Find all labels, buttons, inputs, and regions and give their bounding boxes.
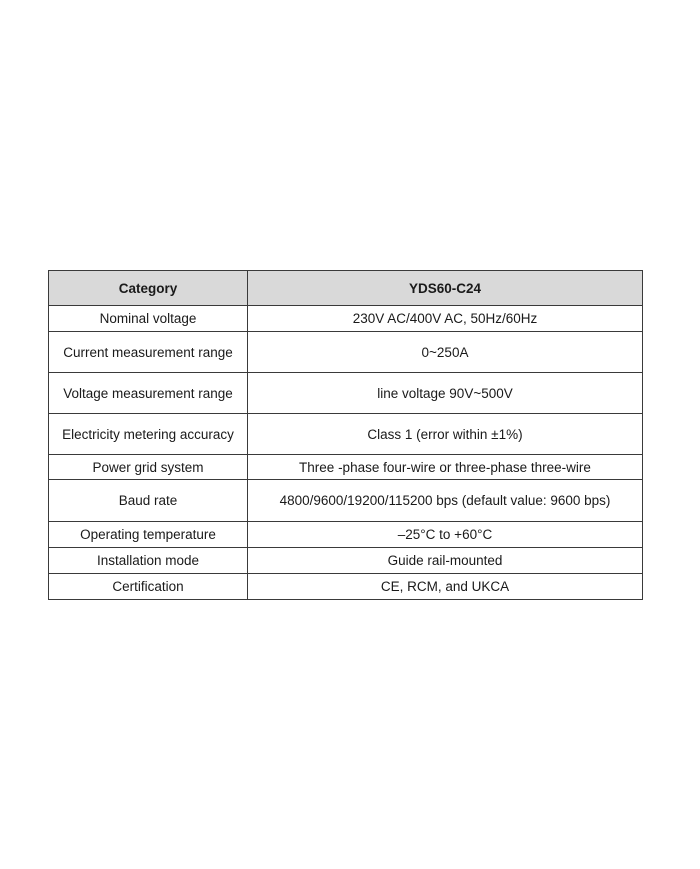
row-label: Nominal voltage — [49, 306, 248, 332]
row-value: line voltage 90V~500V — [248, 373, 643, 414]
table-row — [49, 522, 643, 548]
table-row — [49, 548, 643, 574]
row-value: 230V AC/400V AC, 50Hz/60Hz — [248, 306, 643, 332]
table-row — [49, 480, 643, 522]
row-label: Electricity metering accuracy — [49, 414, 248, 455]
table-row — [49, 455, 643, 480]
row-label: Current measurement range — [49, 332, 248, 373]
row-label: Voltage measurement range — [49, 373, 248, 414]
table-header-row — [49, 271, 643, 306]
row-label: Baud rate — [49, 480, 248, 522]
table-row — [49, 306, 643, 332]
header-category: Category — [49, 271, 248, 306]
row-value: Three -phase four-wire or three-phase three-wire — [248, 455, 643, 480]
row-label: Power grid system — [49, 455, 248, 480]
row-value: 4800/9600/19200/115200 bps (default value: 9600 bps) — [248, 480, 643, 522]
row-value: 0~250A — [248, 332, 643, 373]
table-row — [49, 414, 643, 455]
row-value: –25°C to +60°C — [248, 522, 643, 548]
row-value: CE, RCM, and UKCA — [248, 574, 643, 600]
row-label: Certification — [49, 574, 248, 600]
spec-table — [48, 270, 643, 600]
row-value: Guide rail-mounted — [248, 548, 643, 574]
header-model: YDS60-C24 — [248, 271, 643, 306]
table-row — [49, 373, 643, 414]
row-value: Class 1 (error within ±1%) — [248, 414, 643, 455]
table-row — [49, 332, 643, 373]
table-row — [49, 574, 643, 600]
row-label: Operating temperature — [49, 522, 248, 548]
row-label: Installation mode — [49, 548, 248, 574]
